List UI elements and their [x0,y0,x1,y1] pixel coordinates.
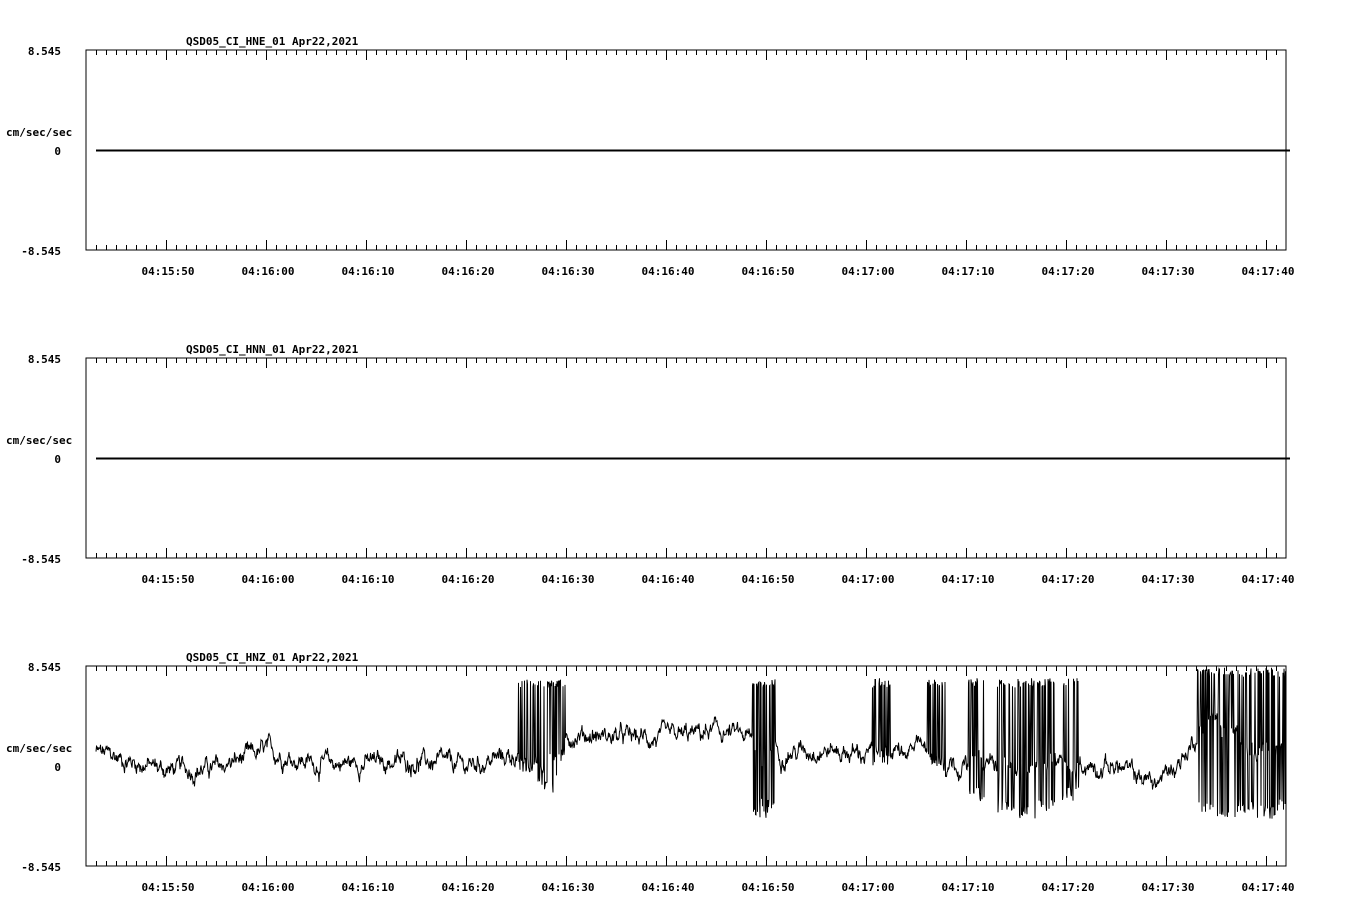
x-tick-label: 04:16:40 [641,881,695,894]
x-tick-label: 04:17:20 [1041,265,1095,278]
y-axis-label: cm/sec/sec [6,742,73,755]
series-trace [96,668,1286,819]
x-tick-label: 04:17:30 [1141,573,1195,586]
x-tick-label: 04:17:20 [1041,573,1095,586]
panel-title: QSD05_CI_HNE_01 Apr22,2021 [186,35,359,48]
x-tick-label: 04:17:10 [941,265,995,278]
x-tick-label: 04:16:10 [341,573,395,586]
y-axis-label: cm/sec/sec [6,434,73,447]
x-tick-label: 04:17:10 [941,881,995,894]
x-tick-label: 04:17:00 [841,265,895,278]
y-tick-label: 0 [54,761,61,774]
y-tick-label: -8.545 [21,245,61,258]
x-tick-label: 04:16:00 [241,265,295,278]
x-tick-label: 04:16:30 [541,265,595,278]
x-tick-label: 04:16:20 [441,265,495,278]
y-tick-label: -8.545 [21,553,61,566]
x-tick-label: 04:17:40 [1241,573,1295,586]
x-tick-label: 04:16:50 [741,265,795,278]
y-tick-label: 8.545 [27,45,61,58]
y-tick-label: 8.545 [27,661,61,674]
x-tick-label: 04:16:50 [741,881,795,894]
plot-frame [86,666,1286,866]
x-tick-label: 04:15:50 [141,573,195,586]
x-tick-label: 04:16:30 [541,881,595,894]
x-tick-label: 04:15:50 [141,881,195,894]
y-axis-label: cm/sec/sec [6,126,73,139]
x-tick-label: 04:17:40 [1241,265,1295,278]
x-tick-label: 04:17:00 [841,573,895,586]
x-tick-label: 04:17:40 [1241,881,1295,894]
panel-2 [6,343,1294,586]
x-tick-label: 04:16:00 [241,881,295,894]
panel-title: QSD05_CI_HNN_01 Apr22,2021 [186,343,359,356]
x-tick-label: 04:17:00 [841,881,895,894]
x-tick-label: 04:17:20 [1041,881,1095,894]
x-tick-label: 04:16:50 [741,573,795,586]
x-tick-label: 04:16:20 [441,881,495,894]
panel-3 [6,651,1294,894]
panel-title: QSD05_CI_HNZ_01 Apr22,2021 [186,651,359,664]
y-tick-label: -8.545 [21,861,61,874]
x-tick-label: 04:16:40 [641,265,695,278]
x-tick-label: 04:16:20 [441,573,495,586]
x-tick-label: 04:17:10 [941,573,995,586]
y-tick-label: 8.545 [27,353,61,366]
x-tick-label: 04:16:00 [241,573,295,586]
panel-1 [6,35,1294,278]
x-tick-label: 04:16:10 [341,881,395,894]
x-tick-label: 04:15:50 [141,265,195,278]
x-tick-label: 04:17:30 [1141,265,1195,278]
y-tick-label: 0 [54,453,61,466]
x-tick-label: 04:17:30 [1141,881,1195,894]
x-tick-label: 04:16:30 [541,573,595,586]
y-tick-label: 0 [54,145,61,158]
x-tick-label: 04:16:10 [341,265,395,278]
x-tick-label: 04:16:40 [641,573,695,586]
